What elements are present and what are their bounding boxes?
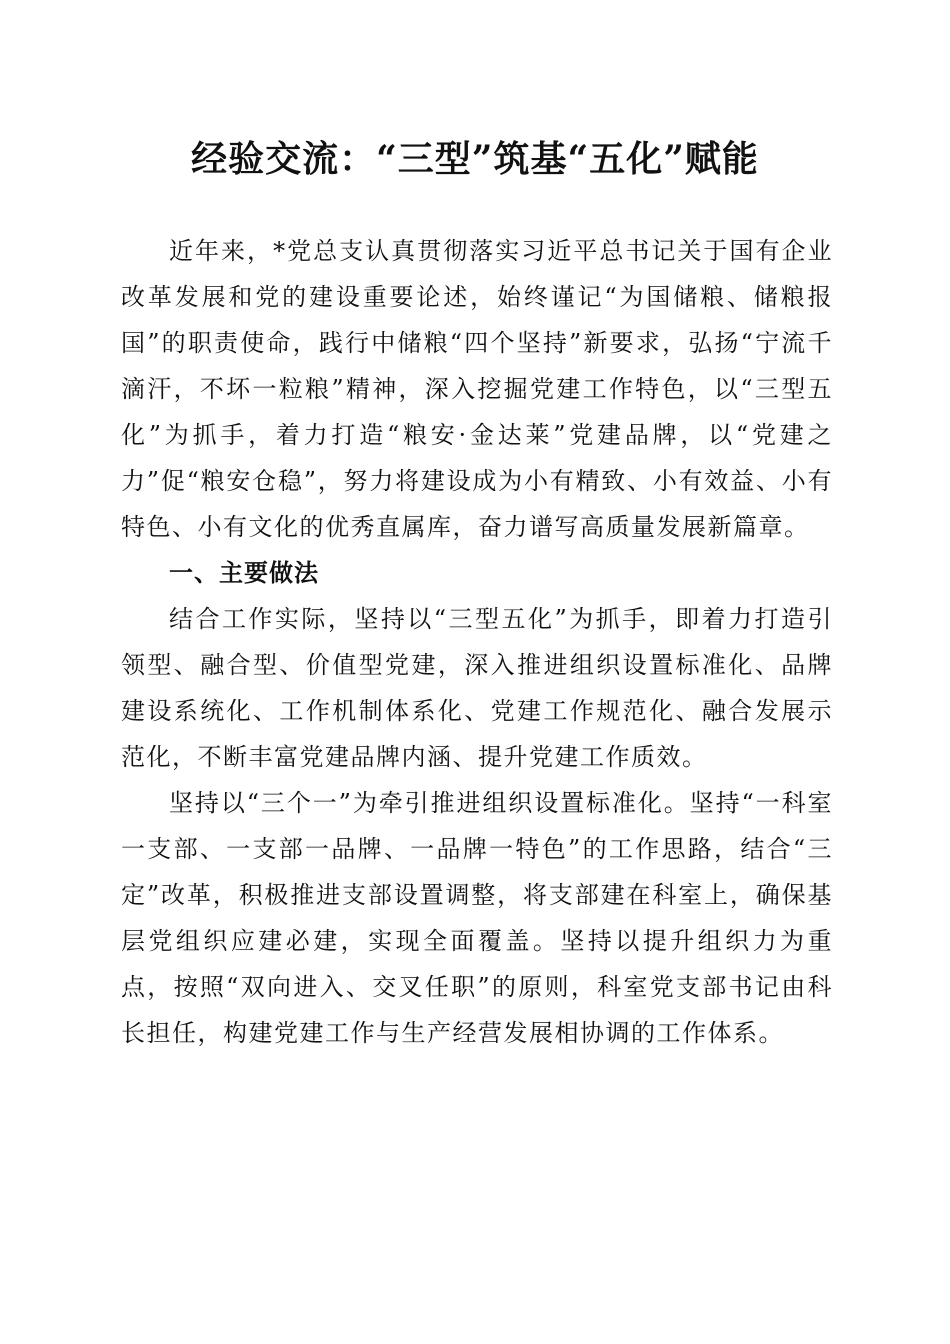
practices-paragraph-2: 坚持以“三个一”为牵引推进组织设置标准化。坚持“一科室一支部、一支部一品牌、一品牌一特色”的工作思路，结合“三定”改革，积极推进支部设置调整，将支部建在科室上，确保基层党组织应建必建，实现全面覆盖。坚持以提升组织力为重点，按照“双向进入、交叉任职”的原则，科室党支部书记由科长担任，构建党建工作与生产经营发展相协调的工作体系。: [121, 789, 833, 1047]
section-heading-main-practices: 一、主要做法: [169, 559, 319, 587]
document-body: [121, 228, 833, 1056]
document-title: 经验交流：“三型”筑基“五化”赋能: [191, 138, 759, 180]
intro-paragraph: 近年来，*党总支认真贯彻落实习近平总书记关于国有企业改革发展和党的建设重要论述，始终谨记“为国储粮、储粮报国”的职责使命，践行中储粮“四个坚持”新要求，弘扬“宁流千滴汗，不坏一粒粮”精神，深入挖掘党建工作特色，以“三型五化”为抓手，着力打造“粮安·金达莱”党建品牌，以“党建之力”促“粮安仓稳”，努力将建设成为小有精致、小有效益、小有特色、小有文化的优秀直属库，奋力谱写高质量发展新篇章。: [121, 237, 833, 541]
practices-paragraph-1: 结合工作实际，坚持以“三型五化”为抓手，即着力打造引领型、融合型、价值型党建，深入推进组织设置标准化、品牌建设系统化、工作机制体系化、党建工作规范化、融合发展示范化，不断丰富党建品牌内涵、提升党建工作质效。: [121, 605, 833, 771]
